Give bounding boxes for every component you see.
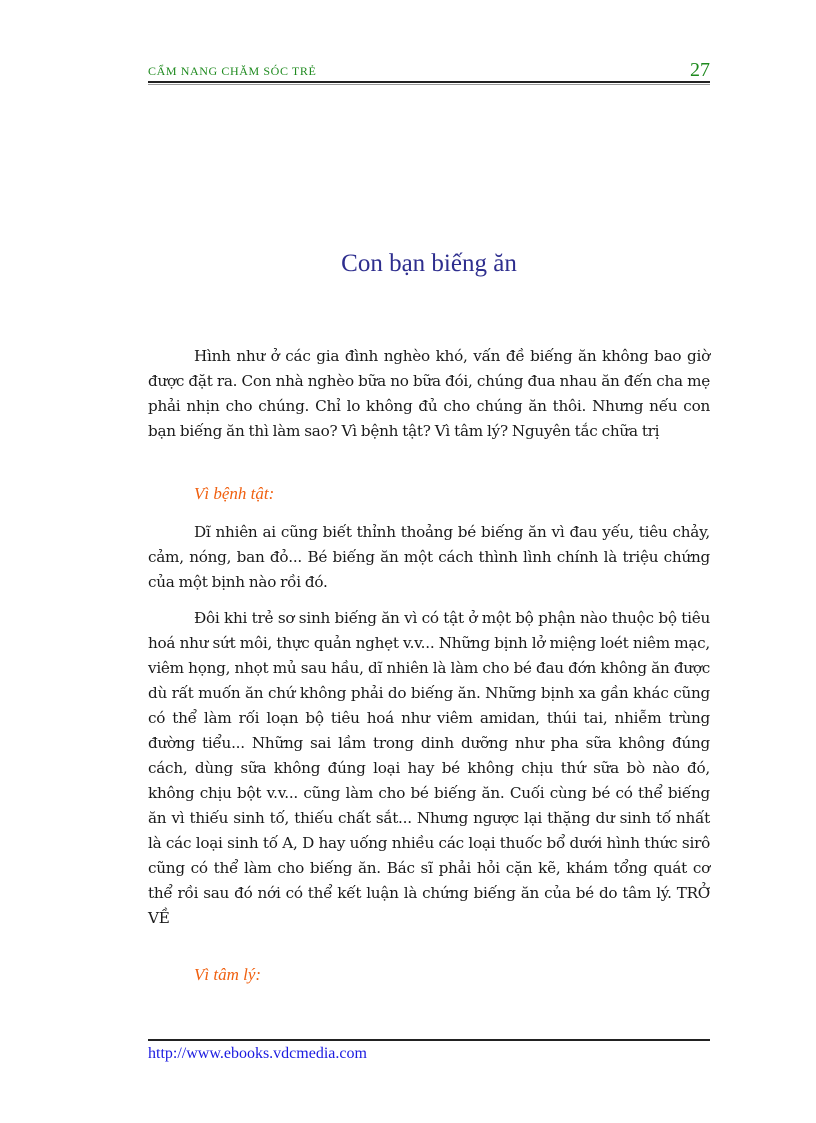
website-link[interactable]: http://www.ebooks.vdcmedia.com — [148, 1045, 367, 1062]
header-divider — [148, 81, 710, 83]
book-title: CẨM NANG CHĂM SÓC TRẺ — [148, 64, 317, 78]
header-divider-thin — [148, 84, 710, 85]
section-heading-illness: Vì bệnh tật: — [194, 484, 275, 503]
intro-paragraph: Hình như ở các gia đình nghèo khó, vấn đề biếng ăn không bao giờ được đặt ra. Con nhà nghèo bữa no bữa đói, chúng đua nhau ăn đến cha mẹ phải nhịn cho chúng. Chỉ lo không đủ cho chúng ăn thôi. Nhưng nếu con bạn biếng ăn thì làm sao? Vì bệnh tật? Vì tâm lý? Nguyên tắc chữa trị — [148, 347, 710, 440]
chapter-title: Con bạn biếng ăn — [341, 250, 517, 277]
footer-divider — [148, 1039, 710, 1041]
paragraph-illness-1: Dĩ nhiên ai cũng biết thỉnh thoảng bé biếng ăn vì đau yếu, tiêu chảy, cảm, nóng, ban đỏ... Bé biếng ăn một cách thình lình chính là triệu chứng của một bịnh nào rồi đó. — [148, 523, 710, 591]
running-header — [148, 58, 710, 82]
section-heading-psychology: Vì tâm lý: — [194, 965, 262, 984]
paragraph-illness-2: Đôi khi trẻ sơ sinh biếng ăn vì có tật ở một bộ phận nào thuộc bộ tiêu hoá như sứt môi, thực quản nghẹt v.v... Những bịnh lở miệng loét niêm mạc, viêm họng, nhọt mủ sau hầu, dĩ nhiên là làm cho bé đau đớn không ăn được dù rất muốn ăn chứ không phải do biếng ăn. Những bịnh xa gần khác cũng có thể làm rối loạn bộ tiêu hoá như viêm amidan, thúi tai, nhiễm trùng đường tiểu... Những sai lầm trong dinh dưỡng như pha sữa không đúng cách, dùng sữa không đúng loại hay bé không chịu thứ sữa bò nào đó, không chịu bột v.v... cũng làm cho bé biếng ăn. Cuối cùng bé có thể biếng ăn vì thiếu sinh tố, thiếu chất sắt... Nhưng ngược lại thặng dư sinh tố nhất là các loại sinh tố A, D hay uống nhiều các loại thuốc bổ dưới hình thức sirô cũng có thể làm cho biếng ăn. Bác sĩ phải hỏi cặn kẽ, khám tổng quát cơ thể rồi sau đó nới có thể kết luận là chứng biếng ăn của bé do tâm lý. TRỞ VỀ — [148, 609, 710, 927]
page-number: 27 — [690, 59, 710, 81]
